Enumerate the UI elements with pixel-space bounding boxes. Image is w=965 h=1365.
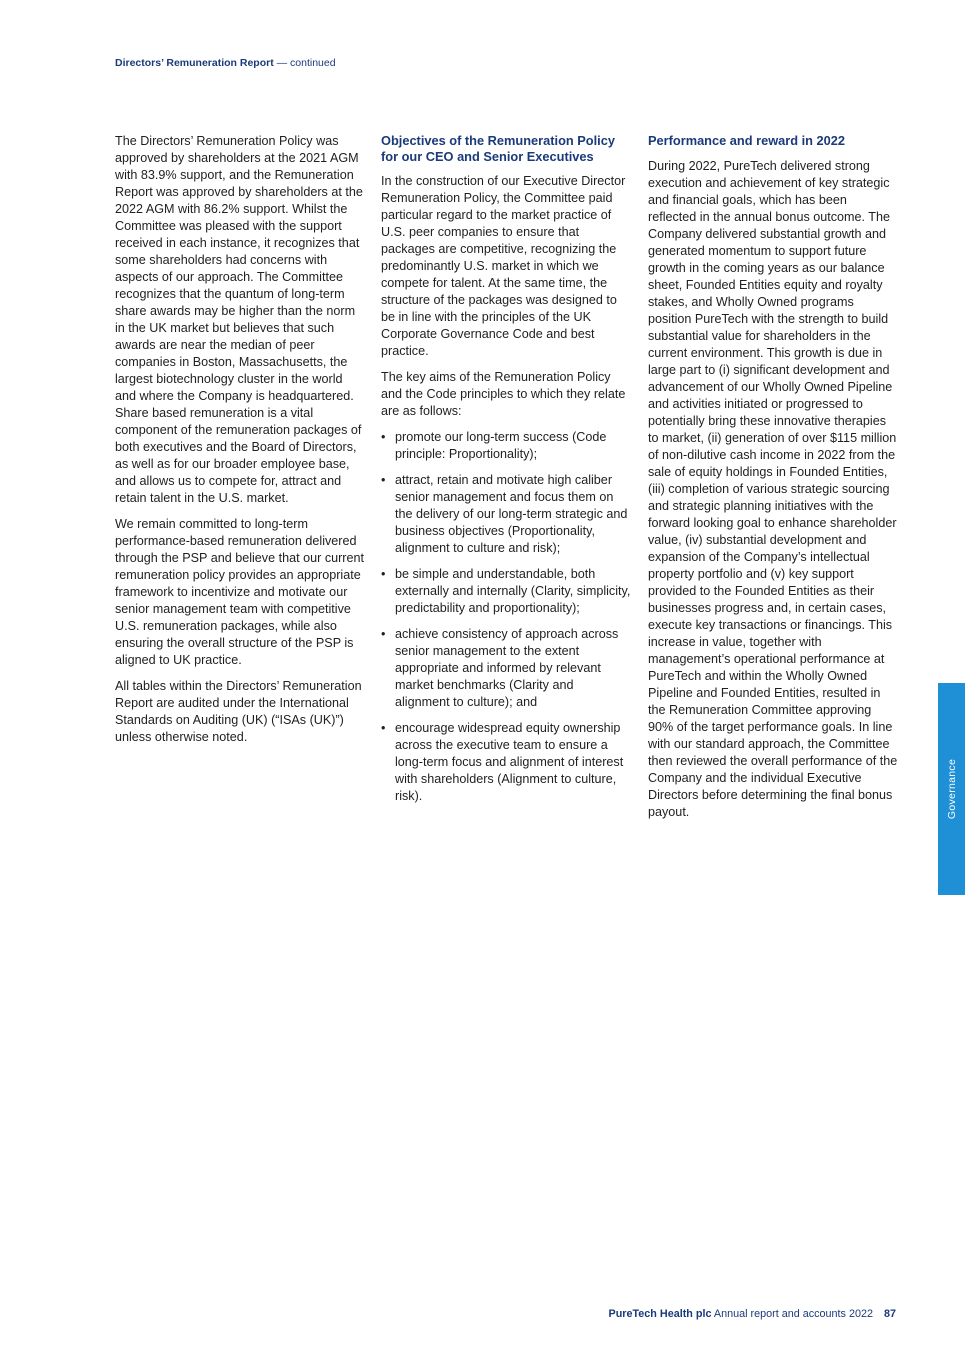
column-performance	[648, 133, 898, 830]
list-item	[381, 429, 631, 463]
list-item-text: attract, retain and motivate high caliber senior management and focus them on the delivery of our long-term strategic and business objectives (Proportionality, alignment to culture and risk);	[395, 473, 628, 555]
paragraph: The key aims of the Remuneration Policy and the Code principles to which they relate are as follows:	[381, 370, 626, 418]
paragraph: In the construction of our Executive Director Remuneration Policy, the Committee paid particular regard to the market practice of U.S. peer companies to ensure that packages are competitive, recognizing the predominantly U.S. market in which we compete for talent. At the same time, the structure of the packages was designed to be in line with the principles of the UK Corporate Governance Code and best practice.	[381, 174, 626, 358]
continued-label: — continued	[276, 57, 336, 69]
running-header	[115, 57, 336, 69]
paragraph: All tables within the Directors’ Remuneration Report are audited under the International Standards on Auditing (UK) (“ISAs (UK)”) unless otherwise noted.	[115, 679, 362, 744]
list-item	[381, 720, 631, 805]
list-item-text: achieve consistency of approach across senior management to the extent appropriate and informed by relevant market benchmarks (Clarity and alignment to culture); and	[395, 627, 619, 709]
report-title: Annual report and accounts 2022	[713, 1308, 873, 1320]
list-item-text: promote our long-term success (Code principle: Proportionality);	[395, 430, 607, 461]
performance-heading: Performance and reward in 2022	[648, 133, 846, 148]
aims-list	[381, 429, 631, 805]
column-policy-approval	[115, 133, 365, 755]
list-item-text: be simple and understandable, both externally and internally (Clarity, simplicity, predictability and proportionality);	[395, 567, 631, 615]
column-objectives	[381, 133, 631, 814]
section-tab-governance[interactable]	[938, 683, 965, 895]
list-item	[381, 626, 631, 711]
page-footer	[609, 1308, 897, 1320]
bullet: •	[381, 721, 386, 735]
paragraph: We remain committed to long-term performance-based remuneration delivered through the PSP and believe that our current remuneration policy provides an appropriate framework to incentivize and motivate our senior management team with competitive U.S. remuneration packages, while also ensuring the overall structure of the PSP is aligned to UK practice.	[115, 517, 365, 667]
list-item-text: encourage widespread equity ownership across the executive team to ensure a long-term focus and alignment of interest with shareholders (Alignment to culture, risk).	[395, 721, 624, 803]
bullet: •	[381, 567, 386, 581]
list-item	[381, 472, 631, 557]
page-number: 87	[883, 1308, 896, 1320]
bullet: •	[381, 627, 386, 641]
section-title: Directors’ Remuneration Report	[115, 57, 274, 69]
section-tab-label: Governance	[945, 758, 958, 820]
list-item	[381, 566, 631, 617]
paragraph: The Directors’ Remuneration Policy was approved by shareholders at the 2021 AGM with 83.9% support, and the Remuneration Report was approved by shareholders at the 2022 AGM with 86.2% support. Whilst the Committee was pleased with the support received in each instance, it recognizes that some shareholders had concerns with aspects of our approach. The Committee recognizes that the quantum of long-term share awards may be higher than the norm in the UK market but believes that such awards are near the median of peer companies in Boston, Massachusetts, the largest biotechnology cluster in the world and where the Company is headquartered. Share based remuneration is a vital component of the remuneration packages of both executives and the Board of Directors, as well as for our broader employee base, and allows us to compete for, attract and retain talent in the U.S. market.	[115, 134, 363, 505]
objectives-heading: Objectives of the Remuneration Policy for our CEO and Senior Executives	[381, 133, 615, 164]
bullet: •	[381, 473, 386, 487]
company-name: PureTech Health plc	[608, 1308, 712, 1320]
paragraph: During 2022, PureTech delivered strong execution and achievement of key strategic and financial goals, which has been reflected in the annual bonus outcome. The Company delivered substantial growth and generated momentum to support future growth in the coming years as our balance sheet, Founded Entities equity and royalty stakes, and Wholly Owned programs position PureTech with the strength to build substantial value for shareholders in the current environment. This growth is due in large part to (i) significant development and advancement of our Wholly Owned Pipeline and activities initiated or progressed to potentially bring these innovative therapies to market, (ii) generation of over $115 million of non-dilutive cash income in 2022 from the sale of equity holdings in Founded Entities, (iii) completion of various strategic sourcing and strategic planning initiatives with the forward looking goal to enhance shareholder value, (iv) substantial development and expansion of the Company’s intellectual property portfolio and (v) key support provided to the Founded Entities as their businesses progress and, in certain cases, execute key transactions or financings. This increase in value, together with management’s operational performance at PureTech and within the Wholly Owned Pipeline and Founded Entities, resulted in the Remuneration Committee approving 90% of the target performance goals. In line with our standard approach, the Committee then reviewed the overall performance of the Company and the individual Executive Directors before determining the final bonus payout.	[648, 158, 898, 819]
bullet: •	[381, 430, 386, 444]
